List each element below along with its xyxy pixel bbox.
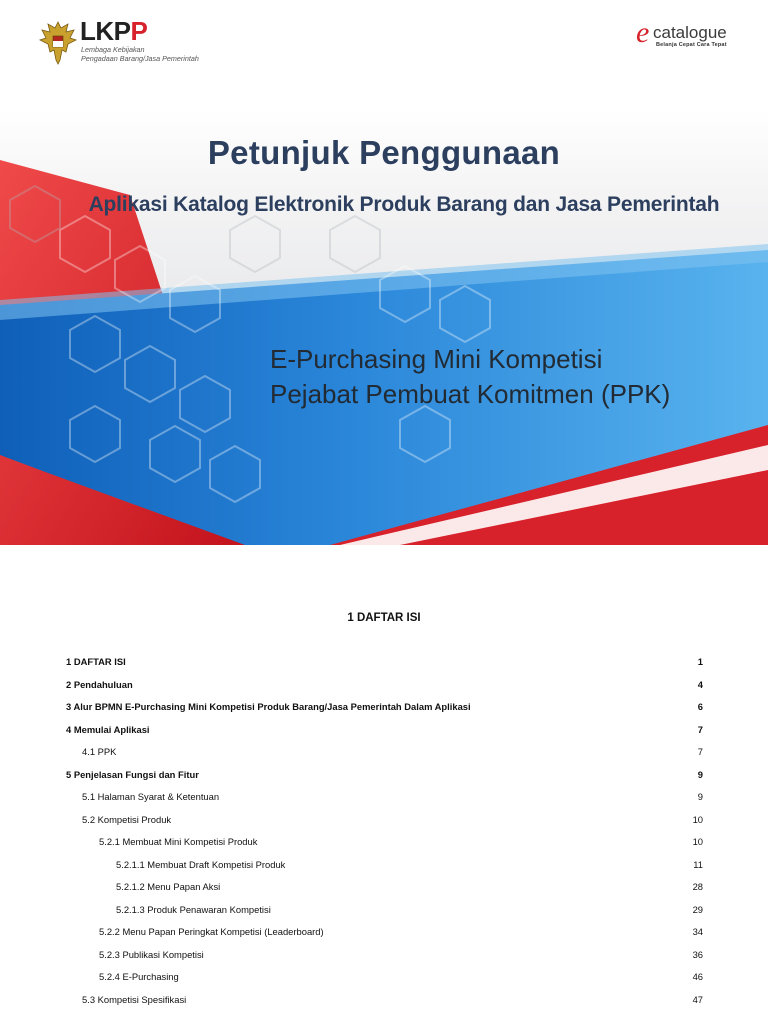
toc-entry-label: 5.2.1 Membuat Mini Kompetisi Produk [99, 836, 258, 847]
toc-entry-label: 4.1 PPK [82, 746, 117, 757]
toc-entry-page: 7 [697, 723, 703, 735]
table-of-contents [0, 545, 768, 1024]
toc-entry-page: 10 [692, 813, 703, 825]
toc-entry-page: 9 [697, 768, 703, 780]
ecatalogue-tagline: Belanja Cepat Cara Tepat [656, 42, 727, 48]
toc-entry-label: 5.2.1.3 Produk Penawaran Kompetisi [116, 903, 271, 915]
toc-entry-page: 34 [692, 926, 703, 937]
toc-entry[interactable] [66, 949, 703, 965]
toc-entry-label: 5.2.3 Publikasi Kompetisi [99, 948, 204, 960]
document-title: Petunjuk Penggunaan [207, 134, 561, 171]
toc-entry-page: 1 [697, 656, 703, 667]
lkpp-wordmark: LKPP [80, 16, 148, 46]
toc-entry-label: 5.2.2 Menu Papan Peringkat Kompetisi (Leaderboard) [99, 926, 324, 937]
document-subtitle: Aplikasi Katalog Elektronik Produk Barang dan Jasa Pemerintah [88, 193, 720, 216]
toc-entry[interactable] [66, 701, 703, 717]
toc-entry-label: 1 DAFTAR ISI [66, 656, 126, 667]
lkpp-logo [38, 18, 208, 68]
toc-entry[interactable] [66, 994, 703, 1010]
toc-entry-label: 5.2.4 E-Purchasing [99, 971, 179, 982]
toc-entry-label: 4 Memulai Aplikasi [66, 723, 150, 735]
ecatalogue-logo [636, 16, 746, 52]
toc-entry[interactable] [66, 971, 703, 987]
toc-entry-label: 5.2.1.1 Membuat Draft Kompetisi Produk [116, 858, 286, 870]
toc-entry-label: 3 Alur BPMN E-Purchasing Mini Kompetisi Produk Barang/Jasa Pemerintah Dalam Aplikasi [66, 701, 471, 712]
toc-entry-page: 28 [692, 881, 703, 892]
toc-entry-page: 46 [692, 971, 703, 982]
garuda-emblem-icon [38, 18, 78, 66]
toc-entry-page: 7 [697, 746, 703, 757]
toc-entry[interactable] [66, 836, 703, 852]
toc-entry[interactable] [66, 746, 703, 762]
toc-entry-label: 5.3 Kompetisi Spesifikasi [82, 993, 187, 1005]
toc-entry[interactable] [66, 656, 703, 672]
toc-entry[interactable] [66, 724, 703, 740]
toc-entry-label: 5.2 Kompetisi Produk [82, 813, 172, 825]
toc-entry[interactable] [66, 814, 703, 830]
toc-entry-page: 10 [692, 836, 703, 847]
toc-entry-page: 11 [693, 858, 703, 870]
toc-entry-page: 9 [697, 791, 703, 802]
toc-entry-label: 5.1 Halaman Syarat & Ketentuan [82, 791, 220, 802]
toc-entry[interactable] [66, 859, 703, 875]
toc-heading: 1 DAFTAR ISI [347, 612, 421, 624]
lkpp-subtitle: Lembaga Kebijakan Pengadaan Barang/Jasa Pemerintah [81, 45, 199, 63]
toc-entry-label: 5 Penjelasan Fungsi dan Fitur [66, 768, 199, 780]
toc-entry[interactable] [66, 904, 703, 920]
e-letter-icon: e [636, 16, 650, 49]
toc-entry-page: 29 [692, 903, 703, 915]
ecatalogue-wordmark: catalogue [653, 23, 727, 42]
section-title-line2: Pejabat Pembuat Komitmen (PPK) [270, 379, 671, 409]
section-title-line1: E-Purchasing Mini Kompetisi [270, 344, 603, 374]
toc-entry[interactable] [66, 769, 703, 785]
section-title [270, 342, 670, 412]
toc-entry-label: 2 Pendahuluan [66, 678, 133, 690]
toc-entry[interactable] [66, 679, 703, 695]
toc-entry-page: 36 [692, 948, 703, 960]
toc-entry[interactable] [66, 791, 703, 807]
toc-entry-page: 4 [697, 678, 703, 690]
toc-entry-label: 5.2.1.2 Menu Papan Aksi [116, 881, 221, 892]
toc-entry-page: 47 [692, 993, 703, 1005]
toc-entry[interactable] [66, 926, 703, 942]
toc-entry-page: 6 [697, 701, 703, 712]
toc-entry[interactable] [66, 881, 703, 897]
